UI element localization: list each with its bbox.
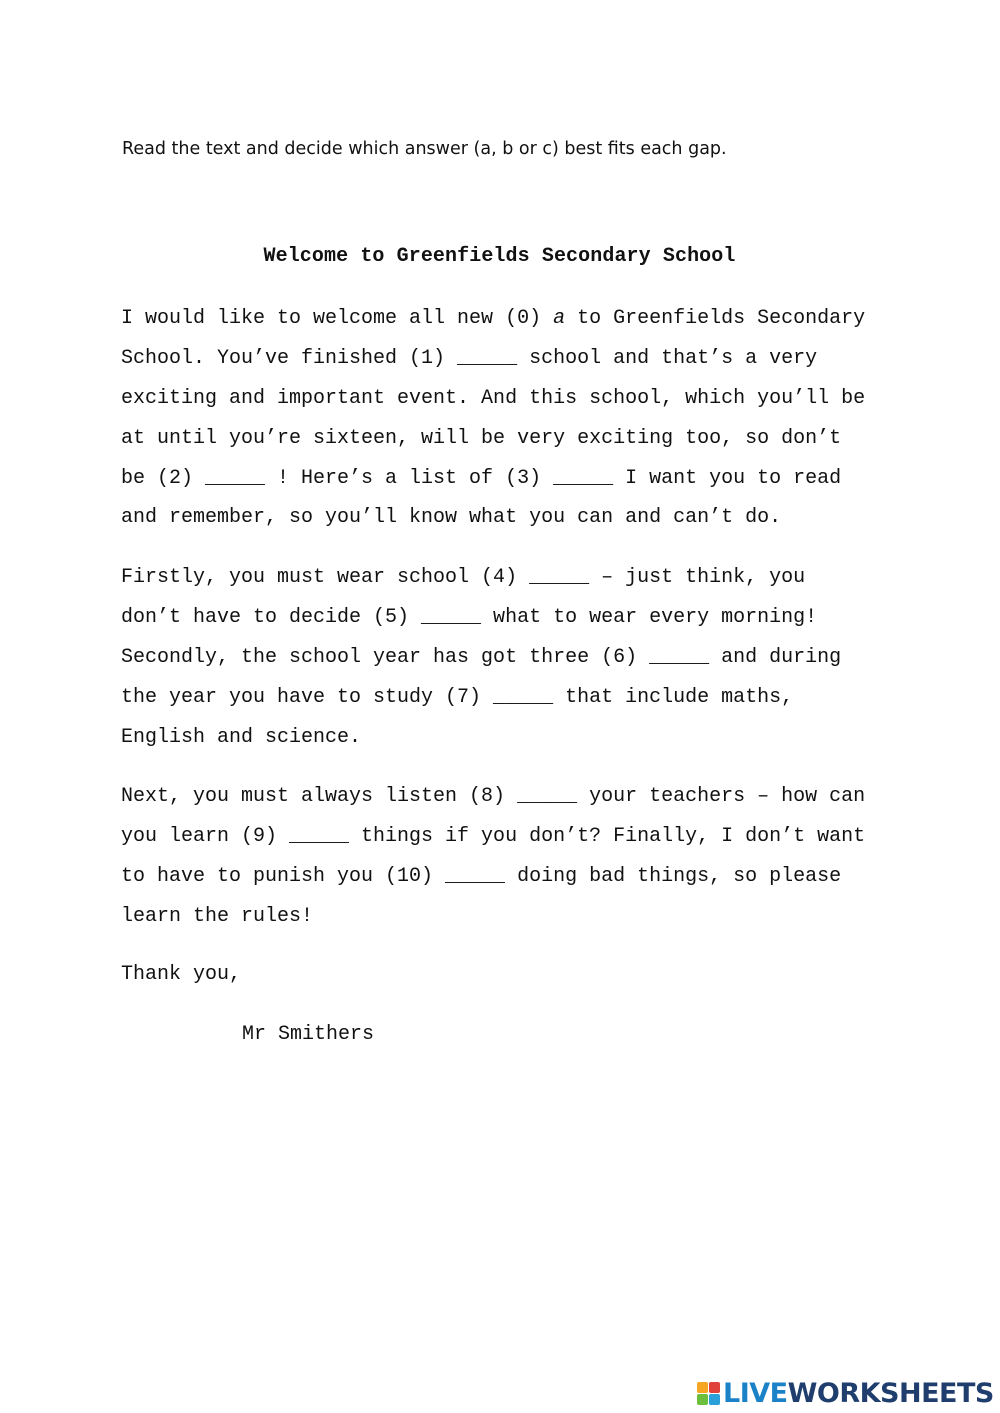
paragraph-2-line: the year you have to study (7) _____ that include maths, bbox=[121, 685, 794, 709]
paragraph-1-line-2: School. You’ve finished (1) _____ school and that’s a very bbox=[121, 346, 818, 370]
paragraph-3-line: you learn (9) _____ things if you don’t? Finally, I don’t want bbox=[121, 824, 866, 848]
paragraph-1 bbox=[121, 299, 911, 538]
paragraph-3 bbox=[121, 777, 911, 937]
paragraph-1-line-6: and remember, so you’ll know what you can and can’t do. bbox=[121, 506, 782, 530]
paragraph-2-line: English and science. bbox=[121, 725, 362, 749]
paragraph-2-line: don’t have to decide (5) _____ what to wear every morning! bbox=[121, 605, 818, 629]
brand-wordmark bbox=[723, 1379, 994, 1409]
line-text: to Greenfields Secondary bbox=[565, 307, 866, 330]
paragraph-2 bbox=[121, 558, 911, 757]
liveworksheets-brand[interactable] bbox=[697, 1379, 994, 1409]
logo-square bbox=[697, 1382, 708, 1393]
logo-square bbox=[697, 1394, 708, 1405]
closing-text: Thank you, bbox=[121, 963, 242, 986]
paragraph-1-line-3: exciting and important event. And this school, which you’ll be bbox=[121, 386, 866, 410]
paragraph-2-line: Secondly, the school year has got three (6) _____ and during bbox=[121, 645, 842, 669]
signature-name: Mr Smithers bbox=[242, 1023, 375, 1046]
paragraph-1-line-5: be (2) _____ ! Here’s a list of (3) _____ I want you to read bbox=[121, 466, 842, 490]
liveworksheets-logo-icon bbox=[697, 1382, 721, 1406]
paragraph-3-line: learn the rules! bbox=[121, 904, 314, 928]
paragraph-1-line-4: at until you’re sixteen, will be very exciting too, so don’t bbox=[121, 426, 842, 450]
line-text: I would like to welcome all new (0) bbox=[121, 307, 554, 330]
brand-part-2: WORKSHEETS bbox=[787, 1378, 994, 1409]
instruction-text: Read the text and decide which answer (a, b or c) best fits each gap. bbox=[122, 139, 727, 159]
paragraph-1-line-1 bbox=[121, 299, 911, 339]
brand-part-1: LIVE bbox=[723, 1378, 788, 1409]
paragraph-3-line: to have to punish you (10) _____ doing bad things, so please bbox=[121, 864, 842, 888]
paragraph-3-line: Next, you must always listen (8) _____ your teachers – how can bbox=[121, 785, 866, 808]
example-answer: a bbox=[553, 307, 566, 330]
paragraph-2-line: Firstly, you must wear school (4) _____ – just think, you bbox=[121, 566, 806, 589]
logo-square bbox=[709, 1382, 720, 1393]
letter-title: Welcome to Greenfields Secondary School bbox=[263, 245, 736, 268]
logo-square bbox=[709, 1394, 720, 1405]
